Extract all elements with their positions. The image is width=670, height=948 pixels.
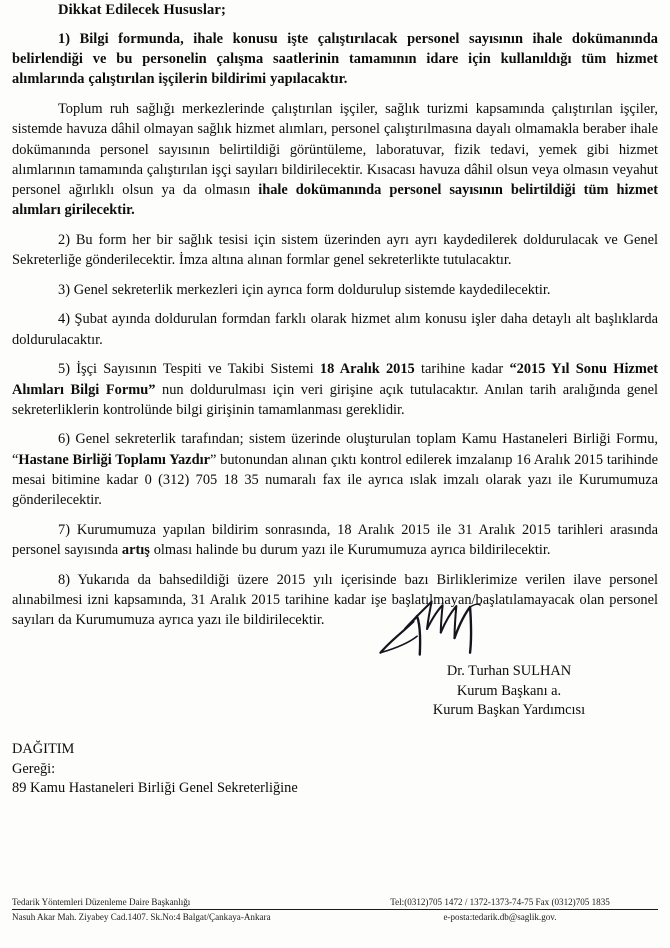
item-6-lead: 6) Genel sekreterlik tarafından; sistem üzerinde oluşturulan toplam Kamu Hastaneleri Birliği Formu, “ (12, 431, 658, 468)
item-1-detail-bold: ihale dokümanında personel sayısının belirtildiği tüm hizmet alımları girilecektir. (12, 181, 658, 219)
item-7-tail: olması halinde bu durum yazı ile Kurumumuza ayrıca bildirilecektir. (149, 541, 551, 558)
footer-address: Nasuh Akar Mah. Ziyabey Cad.1407. Sk.No:4 Balgat/Çankaya-Ankara (12, 911, 271, 922)
paragraph-item-3: 3) Genel sekreterlik merkezleri için ayrıca form doldurulup sistemde kaydedilecektir. (58, 281, 551, 298)
distribution-subheading: Gereği: (12, 760, 56, 777)
paragraph-item-1: 1) Bilgi formunda, ihale konusu işte çalıştırılacak personel sayısının ihale dokümanında belirlendiği ve bu personelin çalışma saatlerinin tamamının idare için kullanıldığı tüm hizmet alımlarında çalıştırılan işçilerin bildirimi yapılacaktır. (12, 31, 658, 88)
distribution-recipient: 89 Kamu Hastaneleri Birliği Genel Sekreterliğine (12, 780, 298, 797)
item-5-form-name: “2015 Yıl Sonu Hizmet Alımları Bilgi Formu” (12, 361, 659, 398)
page-title: Dikkat Edilecek Hususlar; (58, 2, 226, 18)
item-1-detail-lead: Toplum ruh sağlığı merkezlerinde çalıştırılan işçiler, sağlık turizmi kapsamında çalıştırılan işçiler, sistemde havuza dâhil olmayan sağlık hizmet alımları, personel çalıştırılmasına dayalı olmamakla beraber ihale dokümanında personel sayısının belirtildiği görüntüleme, laboratuvar, fizik tedavi, yemek gibi hizmet alımlarının tamamında çalıştırılan işçi sayıları bildirilecektir. Kısacası havuza dâhil olsun veya olmasın veyahut personel ağırlıklı olsun ya da olmasın (12, 101, 658, 198)
footer-left-column (12, 896, 342, 923)
paragraph-item-8: 8) Yukarıda da bahsedildiği üzere 2015 yılı içerisinde bazı Birliklerimize verilen ilave personel alınabilmesi izni kapsamında, 31 Aralık 2015 tarihine kadar işe başlatılmayan/başlatılamayacak olan personel sayıları da Kurumumuza ayrıca yazı ile bildirilecektir. (12, 571, 658, 629)
item-5-mid: tarihine kadar (414, 361, 510, 378)
signature-block (364, 596, 654, 721)
paragraph-item-1-detail (12, 99, 658, 220)
footer-phone: Tel:(0312)705 1472 / 1372-1373-74-75 Fax (0312)705 1835 (342, 896, 658, 910)
item-5-tail: nun doldurulması için veri girişine açık tutulacaktır. Anılan tarih aralığında genel sekreterliklerin kontrolünde bilgi girişinin tamamlanması gereklidir. (12, 381, 658, 418)
item-5-lead: 5) İşçi Sayısının Tespiti ve Takibi Sistemi (58, 361, 320, 378)
footer-email: e-posta:tedarik.db@saglik.gov. (443, 911, 557, 922)
paragraph-item-6 (12, 429, 658, 510)
item-7-emphasis: artış (121, 541, 150, 558)
footer-row (12, 896, 658, 923)
document-body (12, 0, 658, 640)
distribution-block (12, 740, 298, 799)
signer-title-line-2: Kurum Başkan Yardımcısı (432, 702, 586, 719)
footer-department: Tedarik Yöntemleri Düzenleme Daire Başkanlığı (12, 896, 342, 910)
handwritten-signature-icon (364, 596, 501, 660)
item-6-tail: ” butonundan alınan çıktı kontrol edilerek imzalanıp 16 Aralık 2015 tarihinde mesai bitimine kadar 0 (312) 705 18 35 numaralı fax ile ayrıca ıslak imzalı olarak yazı ile Kurumumuza gönderilecektir. (12, 451, 658, 509)
distribution-heading: DAĞITIM (12, 741, 75, 757)
signer-name: Dr. Turhan SULHAN (446, 663, 572, 679)
paragraph-item-4: 4) Şubat ayında doldurulan formdan farklı olarak hizmet alım konusu işler daha detaylı alt başlıklarda doldurulacaktır. (12, 311, 658, 348)
paragraph-item-2: 2) Bu form her bir sağlık tesisi için sistem üzerinden ayrı ayrı kaydedilerek doldurulacak ve Genel Sekreterliğe gönderilecektir. İmza altına alınan formlar genel sekreterlikte tutulacaktır. (12, 231, 658, 269)
signer-title-line-1: Kurum Başkanı a. (456, 682, 562, 699)
footer-right-column (342, 896, 658, 923)
item-7-lead: 7) Kurumumuza yapılan bildirim sonrasında, 18 Aralık 2015 ile 31 Aralık 2015 tarihleri arasında personel sayısında (12, 521, 658, 558)
item-5-deadline-date: 18 Aralık 2015 (319, 361, 415, 378)
page-footer (12, 896, 658, 923)
item-6-button-name: Hastane Birliği Toplamı Yazdır (18, 451, 210, 468)
paragraph-item-7 (12, 520, 658, 560)
paragraph-item-5 (12, 359, 658, 420)
